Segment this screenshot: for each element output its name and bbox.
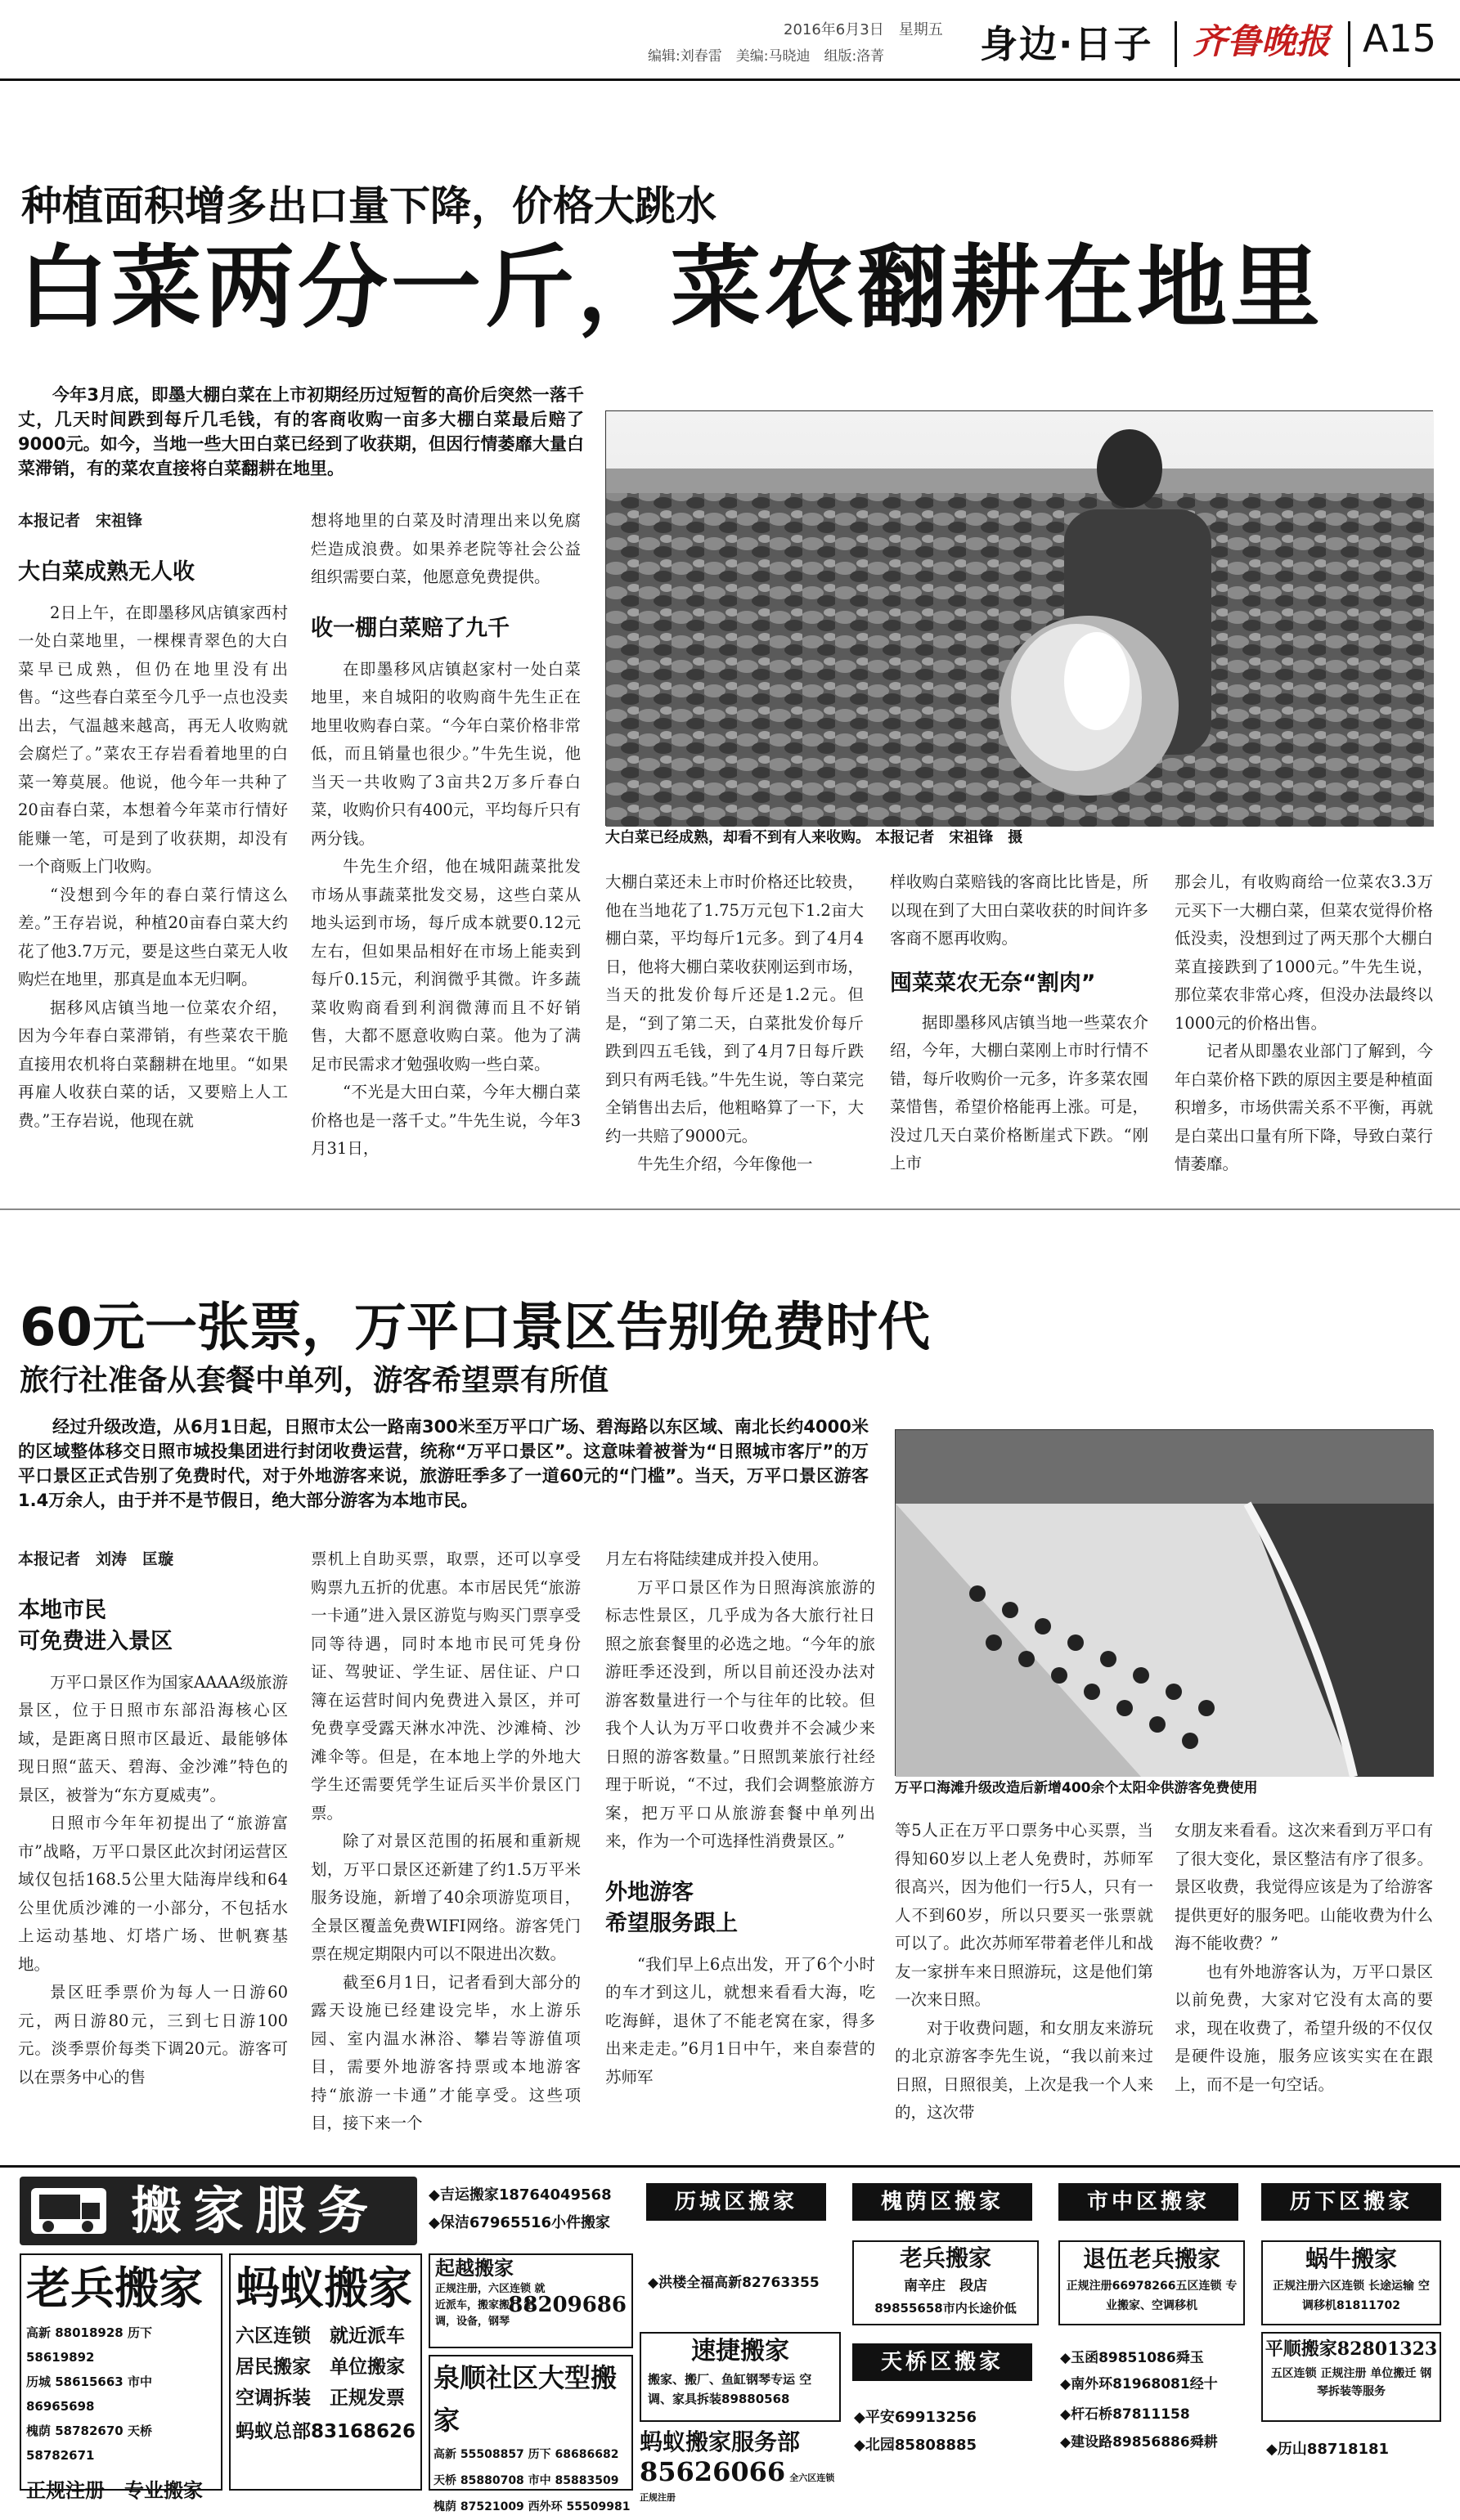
paragraph: 除了对景区范围的拓展和重新规划，万平口景区还新建了约1.5万平米服务设施，新增了40余项游览项目，全景区覆盖免费WIFI网络。游客凭门票在规定期限内可以不限进出次数。 xyxy=(311,1832,581,1963)
header-rule xyxy=(0,78,1460,81)
paragraph: 记者从即墨农业部门了解到，今年白菜价格下跌的原因主要是种植面积增多，市场供需关系不平衡，再就是白菜出口量有所下降，导致白菜行情萎靡。 xyxy=(1175,1042,1433,1173)
article1-subhead-1: 大白菜成熟无人收 xyxy=(18,558,195,585)
ad-pingshun-title: 平顺搬家82801323 xyxy=(1265,2338,1438,2360)
paragraph: 万平口景区作为日照海滨旅游的标志性景区，几乎成为各大旅行社日照之旅套餐里的必选之地。“今年的旅游旺季还没到，所以目前还没办法对游客数量进行一个与往年的比较。但我个人认为万平口收费并不会减少来日照的游客数量。”日照凯莱旅行社经理于昕说，“不过，我们会调整旅游方案，把万平口从旅游套餐中单列出来，作为一个可选择性消费景区。” xyxy=(605,1577,875,1850)
paragraph: 票机上自助买票，取票，还可以享受购票九五折的优惠。本市居民凭“旅游一卡通”进入景区游览与购买门票享受同等待遇，同时本地市民可凭身份证、驾驶证、学生证、居住证、户口簿在运营时间内免费进入景区，并可免费享受露天淋水冲洗、沙滩椅、沙滩伞等。但是，在本地上学的外地大学生还需要凭学生证后买半价景区门票。 xyxy=(311,1549,581,1823)
paragraph: 月左右将陆续建成并投入使用。 xyxy=(605,1549,829,1568)
article1-lead: 今年3月底，即墨大棚白菜在上市初期经历过短暂的高价后突然一落千丈，几天时间跌到每斤几毛钱，有的客商收购一亩多大棚白菜最后赔了9000元。如今，当地一些大田白菜已经到了收获期，但因行情萎靡大量白菜滞销，有的菜农直接将白菜翻耕在地里。 xyxy=(18,385,584,478)
paragraph: 据即墨移风店镇当地一些菜农介绍，今年，大棚白菜刚上市时行情不错，每斤收购价一元多，许多菜农囤菜惜售，希望价格能再上涨。可是，没过几天白菜价格断崖式下跌。“刚上市 xyxy=(890,1012,1148,1173)
ad-mayi xyxy=(229,2253,422,2491)
paragraph: 万平口景区作为国家AAAA级旅游景区，位于日照市东部沿海核心区域，是距离日照市区最近、最能够体现日照“蓝天、碧海、金沙滩”特色的景区，被誉为“东方夏威夷”。 xyxy=(18,1672,288,1805)
list-item: ◆杆石桥87811158 xyxy=(1060,2406,1190,2423)
article2-byline: 本报记者 刘涛 匡璇 xyxy=(18,1550,174,1568)
ad-mayi-service-phone: 85626066 xyxy=(640,2456,786,2487)
ad-laobing-line: 槐荫 58782670 天桥 58782671 xyxy=(26,2424,152,2463)
ad-qiyue-phone: 88209686 xyxy=(508,2293,627,2317)
ad-mayi-service xyxy=(640,2428,841,2503)
paragraph: 女朋友来看看。这次来看到万平口有了很大变化，景区整洁有序了很多。景区收费，我觉得应该是为了给游客提供更好的服务吧。山能收费为什么海不能收费？” xyxy=(1175,1821,1433,1953)
ad-licheng-list xyxy=(648,2273,836,2293)
ad-suje xyxy=(640,2332,841,2422)
ad-pingshun xyxy=(1261,2332,1441,2422)
header-editors: 编辑:刘春雷 美编:马晓迪 组版:洛菁 xyxy=(648,48,885,65)
paragraph: 据移风店镇当地一位菜农介绍，因为今年春白菜滞销，有些菜农干脆直接用农机将白菜翻耕在地里。“如果再雇人收获白菜的话，又要赔上人工费。”王存岩说，他现在就 xyxy=(18,998,288,1130)
article1-column-2 xyxy=(311,507,581,1186)
article1-column-1 xyxy=(18,507,288,1186)
ad-lixia-extra: ◆历山88718181 xyxy=(1266,2441,1390,2458)
paragraph: 那会儿，有收购商给一位菜农3.3万元买下一大棚白菜，但菜农觉得价格低没卖，没想到过了两天那个大棚白菜直接跌到了1000元。”牛先生说，那位菜农非常心疼，但没办法最终以1000元的价格出售。 xyxy=(1175,872,1433,1033)
ad-quanshun-line: 槐荫 87521009 西外环 55509981 xyxy=(434,2500,631,2513)
paragraph: “没想到今年的春白菜行情这么差。”王存岩说，种植20亩春白菜大约花了他3.7万元，要是这些白菜无人收购烂在地里，那真是血本无归啊。 xyxy=(18,885,288,989)
ads-banner-title: 搬家服务 xyxy=(131,2181,380,2240)
list-item: ◆建设路89856886舜耕 xyxy=(1060,2434,1218,2450)
ad-mayi-service-title: 蚂蚁搬家服务部 xyxy=(640,2428,801,2455)
paragraph: 对于收费问题，和女朋友来游玩的北京游客李先生说，“我以前来过日照，日照很美，上次是我一个人来的，这次带 xyxy=(895,2018,1153,2122)
ad-quanshun xyxy=(429,2355,633,2513)
ad-shizhong-desc: 正规注册66978266五区连锁 专业搬家、空调移机 xyxy=(1066,2280,1238,2312)
paragraph: 牛先生介绍，他在城阳蔬菜批发市场从事蔬菜批发交易，这些白菜从地头运到市场，每斤成本就要0.12元左右，但如果品相好在市场上能卖到每斤0.15元，利润微乎其微。许多蔬菜收购商看到利润微薄而且不好销售，大都不愿意收购白菜。他为了满足市民需求才勉强收购一些白菜。 xyxy=(311,857,581,1074)
ad-lixia-title: 蜗牛搬家 xyxy=(1305,2245,1397,2272)
ad-huaiyin xyxy=(852,2240,1039,2325)
article1-subhead-3: 囤菜菜农无奈“割肉” xyxy=(890,970,1096,996)
ads-left-list xyxy=(429,2181,633,2237)
ad-laobing-title: 老兵搬家 xyxy=(26,2262,203,2314)
article1-kicker: 种植面积增多出口量下降，价格大跳水 xyxy=(21,182,717,230)
ad-huaiyin-phone: 89855658市内长途价低 xyxy=(874,2301,1017,2316)
header-divider-right xyxy=(1348,21,1350,67)
paragraph: 日照市今年年初提出了“旅游富市”战略，万平口景区此次封闭运营区域仅包括168.5公里大陆海岸线和64公里优质沙滩的一小部分，不包括水上运动基地、灯塔广场、世帆赛基地。 xyxy=(18,1814,288,1974)
ad-laobing-line: 历城 58615663 市中 86965698 xyxy=(26,2374,152,2414)
header-page-number: A15 xyxy=(1363,16,1437,61)
article1-photo-caption: 大白菜已经成熟，却看不到有人来收购。 本报记者 宋祖锋 摄 xyxy=(605,829,1023,846)
ad-lixia xyxy=(1261,2240,1441,2325)
ad-quanshun-title: 泉顺社区大型搬家 xyxy=(434,2362,618,2436)
list-item: ◆玉函89851086舜玉 xyxy=(1060,2350,1204,2366)
tag-lixia: 历下区搬家 xyxy=(1261,2183,1441,2221)
ad-mayi-line: 居民搬家 单位搬家 xyxy=(236,2356,405,2378)
paragraph: 样收购白菜赔钱的客商比比皆是，所以现在到了大田白菜收获的时间许多客商不愿再收购。 xyxy=(890,872,1148,948)
ad-laobing-footer: 正规注册 专业搬家 xyxy=(26,2479,203,2502)
article2-subhead-1: 本地市民 可免费进入景区 xyxy=(18,1597,173,1654)
article1-column-3 xyxy=(605,868,864,1186)
article2-column-4 xyxy=(895,1817,1153,2122)
article2-column-5 xyxy=(1175,1817,1433,2118)
article2-column-1 xyxy=(18,1545,288,2118)
tag-huaiyin: 槐荫区搬家 xyxy=(852,2183,1032,2221)
list-item: ◆北园85808885 xyxy=(854,2437,977,2454)
paragraph: 大棚白菜还未上市时价格还比较贵，他在当地花了1.75万元包下1.2亩大棚白菜，平均每斤1元多。到了4月4日，他将大棚白菜收获刚运到市场，当天的批发价每斤还是1.2元。但是，“到了第二天，白菜批发价每斤跌到四五毛钱，到了4月7日每斤跌到只有两毛钱。”牛先生说，等白菜完全销售出去后，他粗略算了一下，大约一共赔了9000元。 xyxy=(605,872,864,1146)
cabbage-field-photo xyxy=(606,411,1434,827)
paragraph: “我们早上6点出发，开了6个小时的车才到这儿，就想来看看大海，吃吃海鲜，退休了不能老窝在家，得多出来走走。”6月1日中午，来自泰营的苏师军 xyxy=(605,1954,875,2087)
article2-lead: 经过升级改造，从6月1日起，日照市太公一路南300米至万平口广场、碧海路以东区域、南北长约4000米的区域整体移交日照市城投集团进行封闭收费运营，统称“万平口景区”。这意味着被誉为“日照城市客厅”的万平口景区正式告别了免费时代，对于外地游客来说，旅游旺季多了一道60元的“门槛”。当天，万平口景区游客1.4万余人，由于并不是节假日，绝大部分游客为本地市民。 xyxy=(18,1417,869,1510)
header-divider-left xyxy=(1175,21,1177,67)
ad-huaiyin-title: 老兵搬家 xyxy=(899,2244,991,2271)
article2-photo-caption: 万平口海滩升级改造后新增400余个太阳伞供游客免费使用 xyxy=(895,1780,1258,1796)
paragraph: 牛先生介绍，今年像他一 xyxy=(637,1155,813,1173)
article2-photo xyxy=(895,1429,1433,1776)
ad-laobing-line: 高新 88018928 历下 58619892 xyxy=(26,2325,152,2365)
article-divider xyxy=(0,1208,1460,1210)
ad-mayi-line: 空调拆装 正规发票 xyxy=(236,2388,405,2409)
ad-qiyue-desc: 正规注册，六区连锁 就近派车，搬家搬厂 空调，设备，钢琴 xyxy=(435,2283,546,2328)
list-item: ◆洪楼全福高新82763355 xyxy=(648,2275,820,2291)
article1-byline: 本报记者 宋祖锋 xyxy=(18,512,143,530)
list-item: ◆南外环81968081经十 xyxy=(1060,2376,1218,2392)
ad-suje-desc: 搬家、搬厂、鱼缸钢琴专运 空调、家具拆装89880568 xyxy=(648,2372,812,2406)
ad-mayi-line: 六区连锁 就近派车 xyxy=(236,2325,405,2347)
tag-tianqiao: 天桥区搬家 xyxy=(852,2343,1032,2381)
list-item: ◆吉运搬家18764049568 xyxy=(429,2186,612,2204)
ad-pingshun-desc: 五区连锁 正规注册 单位搬迁 钢琴拆装等服务 xyxy=(1270,2367,1432,2398)
tag-licheng: 历城区搬家 xyxy=(646,2183,826,2221)
list-item: ◆平安69913256 xyxy=(854,2409,977,2426)
list-item: ◆保洁67965516小件搬家 xyxy=(429,2214,611,2231)
paragraph: 2日上午，在即墨移风店镇家西村一处白菜地里，一棵棵青翠色的大白菜早已成熟，但仍在地里没有出售。“这些春白菜至今几乎一点也没卖出去，气温越来越高，再无人收购就会腐烂了。”菜农王存岩看着地里的白菜一筹莫展。他说，他今年一共种了20亩春白菜，本想着今年菜市行情好能赚一笔，可是到了收获期，却没有一个商贩上门收购。 xyxy=(18,603,288,876)
paragraph: 在即墨移风店镇赵家村一处白菜地里，来自城阳的收购商牛先生正在地里收购春白菜。“今年白菜价格非常低，而且销量也很少。”牛先生说，他当天一共收购了3亩共2万多斤春白菜，收购价只有400元，平均每斤只有两分钱。 xyxy=(311,659,581,848)
paragraph: 景区旺季票价为每人一日游60元，两日游80元，三到七日游100元。淡季票价每类下调20元。游客可以在票务中心的售 xyxy=(18,1983,288,2087)
paragraph: 截至6月1日，记者看到大部分的露天设施已经建设完毕，水上游乐园、室内温水淋浴、攀岩等游值项目，需要外地游客持票或本地游客持“旅游一卡通”才能享受。这些项目，接下来一个 xyxy=(311,1972,581,2132)
paragraph: 想将地里的白菜及时清理出来以免腐烂造成浪费。如果养老院等社会公益组织需要白菜，他愿意免费提供。 xyxy=(311,511,581,586)
header-paper-logo: 齐鲁晚报 xyxy=(1193,21,1331,61)
ad-quanshun-line: 高新 55508857 历下 68686682 xyxy=(434,2448,619,2461)
paragraph: “不光是大田白菜，今年大棚白菜价格也是一落千丈。”牛先生说，今年3月31日， xyxy=(311,1083,581,1158)
ad-shizhong2-list-lower xyxy=(1060,2401,1256,2456)
article2-subhead-2: 外地游客 希望服务跟上 xyxy=(605,1879,738,1936)
ad-quanshun-line: 天桥 85880708 市中 85883509 xyxy=(434,2474,619,2487)
truck-icon xyxy=(31,2188,106,2234)
ad-shizhong-title: 退伍老兵搬家 xyxy=(1082,2245,1220,2272)
ad-huaiyin-sub: 南辛庄 段店 xyxy=(904,2278,987,2294)
article2-column-3 xyxy=(605,1545,875,2118)
ad-laobing xyxy=(20,2253,222,2502)
ad-mayi-footer: 蚂蚁总部83168626 xyxy=(236,2421,416,2442)
article2-subhead: 旅行社准备从套餐中单列，游客希望票有所值 xyxy=(20,1364,609,1397)
article1-photo xyxy=(605,410,1433,826)
ad-tianqiao-list xyxy=(854,2404,1042,2459)
article2-column-2 xyxy=(311,1545,581,2132)
paragraph: 也有外地游客认为，万平口景区以前免费，大家对它没有太高的要求，现在收费了，希望升级的不仅仅是硬件设施，服务应该实实在在跟上，而不是一句空话。 xyxy=(1175,1962,1433,2094)
tag-shizhong: 市中区搬家 xyxy=(1058,2183,1238,2221)
ad-mayi-title: 蚂蚁搬家 xyxy=(236,2262,412,2314)
ad-suje-title: 速捷搬家 xyxy=(691,2337,789,2365)
ad-qiyue xyxy=(429,2253,633,2348)
article1-headline: 白菜两分一斤，菜农翻耕在地里 xyxy=(18,235,1323,340)
ads-banner xyxy=(20,2177,417,2245)
header-date: 2016年6月3日 星期五 xyxy=(784,21,943,38)
article1-column-5 xyxy=(1175,868,1433,1186)
article1-subhead-2: 收一棚白菜赔了九千 xyxy=(311,615,510,641)
ad-qiyue-title: 起越搬家 xyxy=(435,2256,514,2280)
ad-shizhong2-list xyxy=(1060,2345,1256,2397)
article1-column-4 xyxy=(890,868,1148,1186)
ads-top-rule xyxy=(0,2165,1460,2168)
ad-lixia-desc: 正规注册六区连锁 长途运输 空调移机81811702 xyxy=(1273,2280,1430,2312)
paragraph: 等5人正在万平口票务中心买票，当得知60岁以上老人免费时，苏师军很高兴，因为他们一行5人，只有一人不到60岁，所以只要买一张票就可以了。此次苏师军带着老伴儿和战友一家拼车来日照游玩，这是他们第一次来日照。 xyxy=(895,1821,1153,2009)
article2-headline: 60元一张票，万平口景区告别免费时代 xyxy=(20,1298,931,1358)
beach-umbrellas-photo xyxy=(896,1430,1434,1777)
header-section: 身边·日子 xyxy=(980,22,1153,66)
ad-mayi-service-tail: 全六区连锁正规注册 xyxy=(640,2473,835,2503)
ad-shizhong xyxy=(1058,2240,1245,2325)
